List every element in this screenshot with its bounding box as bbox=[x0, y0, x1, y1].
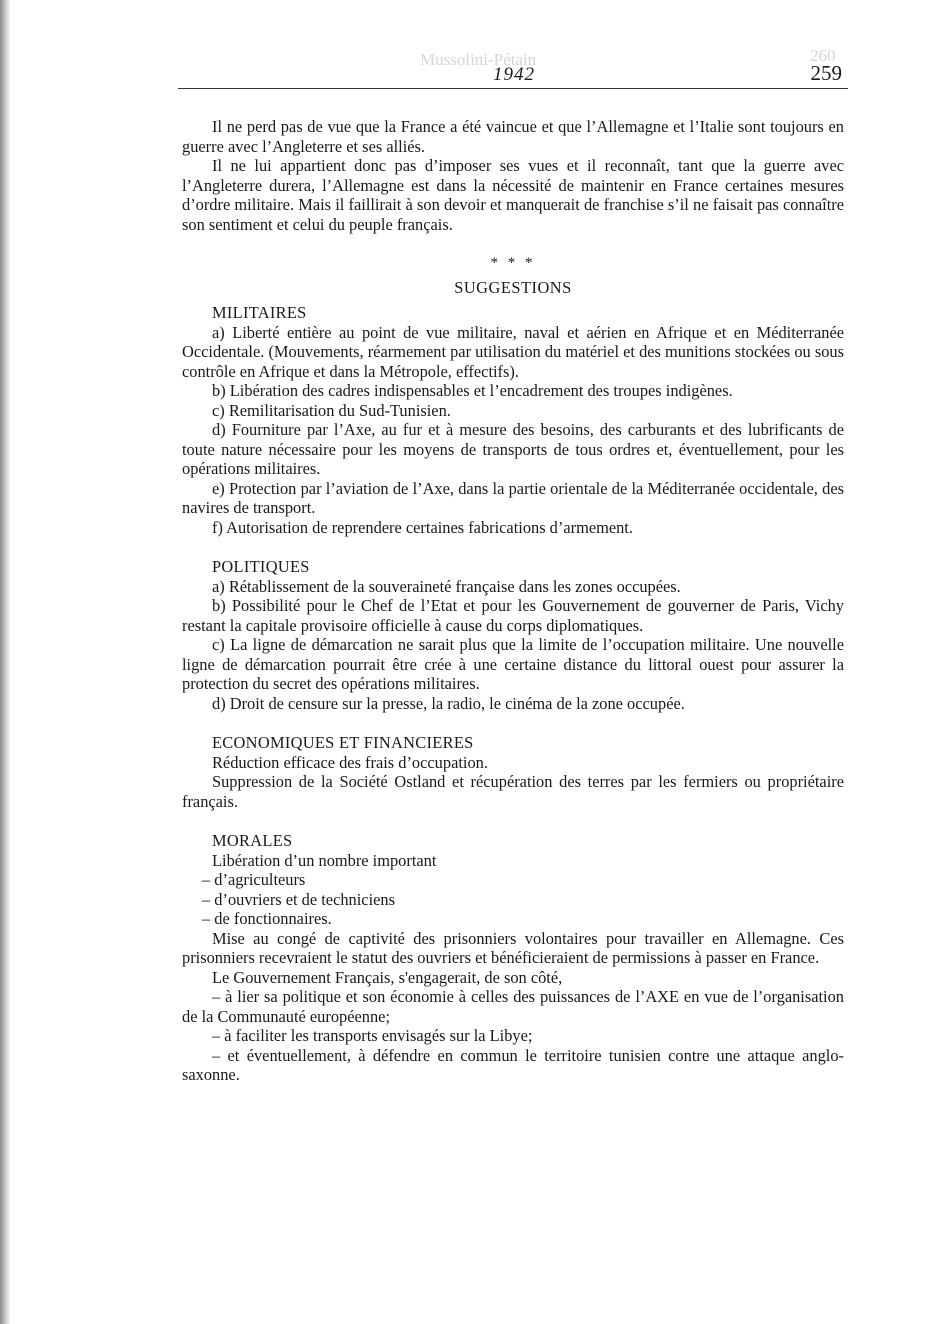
politiques-item: b) Possibilité pour le Chef de l’Etat et pour les Gouvernement de gouverner de Paris, Vichy restant la capitale provisoire officielle à cause du corps diplomatiques. bbox=[182, 596, 844, 635]
suggestions-title: SUGGESTIONS bbox=[454, 277, 572, 297]
morales-dash-item: – d’ouvriers et de techniciens bbox=[202, 889, 395, 909]
militaires-item: c) Remilitarisation du Sud-Tunisien. bbox=[212, 400, 451, 420]
morales-paragraph: – à lier sa politique et son économie à celles des puissances de l’AXE en vue de l’organisation de la Communauté européenne; bbox=[182, 987, 844, 1026]
morales-heading: MORALES bbox=[212, 831, 293, 850]
politiques-item: a) Rétablissement de la souveraineté française dans les zones occupées. bbox=[212, 576, 681, 596]
militaires-item: a) Liberté entière au point de vue militaire, naval et aérien en Afrique et en Méditerranée Occidentale. (Mouvements, réarmement par utilisation du matériel et des munitions stockées ou sous contrôle en Afrique et dans la Métropole, effectifs). bbox=[182, 322, 844, 381]
politiques-heading: POLITIQUES bbox=[212, 557, 310, 576]
morales-paragraph: Le Gouvernement Français, s'engagerait, de son côté, bbox=[212, 967, 563, 987]
morales-paragraph: – et éventuellement, à défendre en commun le territoire tunisien contre une attaque anglo-saxonne. bbox=[182, 1045, 844, 1084]
economiques-item: Réduction efficace des frais d’occupation. bbox=[212, 752, 488, 772]
politiques-item: c) La ligne de démarcation ne sarait plus que la limite de l’occupation militaire. Une nouvelle ligne de démarcation pourrait être crée à une certaine distance du littoral ouest pour assurer la protection du secret des opérations militaires. bbox=[182, 635, 844, 693]
bleed-through-header: Mussolini-Pétain bbox=[420, 50, 537, 69]
morales-dash-item: – de fonctionnaires. bbox=[202, 909, 332, 928]
section-separator: * * * bbox=[490, 255, 536, 271]
bleed-through-page-number: 260 bbox=[810, 46, 836, 65]
header-year: 1942 bbox=[493, 64, 535, 85]
morales-paragraph: Mise au congé de captivité des prisonniers volontaires pour travailler en Allemagne. Ces prisonniers recevraient le statut des ouvriers et bénéficieraient de permissions à passer en France. bbox=[182, 928, 844, 967]
economiques-item: Suppression de la Société Ostland et récupération des terres par les fermiers ou propriétaire français. bbox=[182, 772, 844, 811]
militaires-heading: MILITAIRES bbox=[212, 303, 307, 322]
militaires-item: d) Fourniture par l’Axe, au fur et à mesure des besoins, des carburants et des lubrificants de toute nature nécessaire pour les moyens de transports de tous ordres et, éventuellement, pour les opérations militaires. bbox=[182, 420, 844, 478]
militaires-item: e) Protection par l’aviation de l’Axe, dans la partie orientale de la Méditerranée occidentale, des navires de transport. bbox=[182, 478, 844, 517]
intro-paragraph: Il ne perd pas de vue que la France a été vaincue et que l’Allemagne et l’Italie sont toujours en guerre avec l’Angleterre et ses alliés. bbox=[182, 117, 844, 156]
morales-intro: Libération d’un nombre important bbox=[212, 850, 437, 870]
politiques-item: d) Droit de censure sur la presse, la radio, le cinéma de la zone occupée. bbox=[212, 693, 685, 713]
morales-paragraph: – à faciliter les transports envisagés sur la Libye; bbox=[212, 1026, 533, 1045]
scan-binding-shadow bbox=[0, 0, 10, 1324]
morales-dash-item: – d’agriculteurs bbox=[202, 870, 306, 889]
page-number: 259 bbox=[810, 61, 842, 85]
intro-paragraph: Il ne lui appartient donc pas d’imposer ses vues et il reconnaît, tant que la guerre avec l’Angleterre durera, l’Allemagne est dans la nécessité de maintenir en France certaines mesures d’ordre militaire. Mais il faillirait à son devoir et manquerait de franchise s’il ne faisait pas connaître son sentiment et celui du peuple français. bbox=[182, 156, 844, 234]
page-header bbox=[180, 58, 848, 92]
header-rule bbox=[178, 88, 848, 89]
militaires-item: b) Libération des cadres indispensables et l’encadrement des troupes indigènes. bbox=[212, 381, 733, 400]
page-body bbox=[182, 117, 844, 1085]
economiques-heading: ECONOMIQUES ET FINANCIERES bbox=[212, 733, 474, 752]
militaires-item: f) Autorisation de reprendere certaines fabrications d’armement. bbox=[212, 517, 633, 537]
